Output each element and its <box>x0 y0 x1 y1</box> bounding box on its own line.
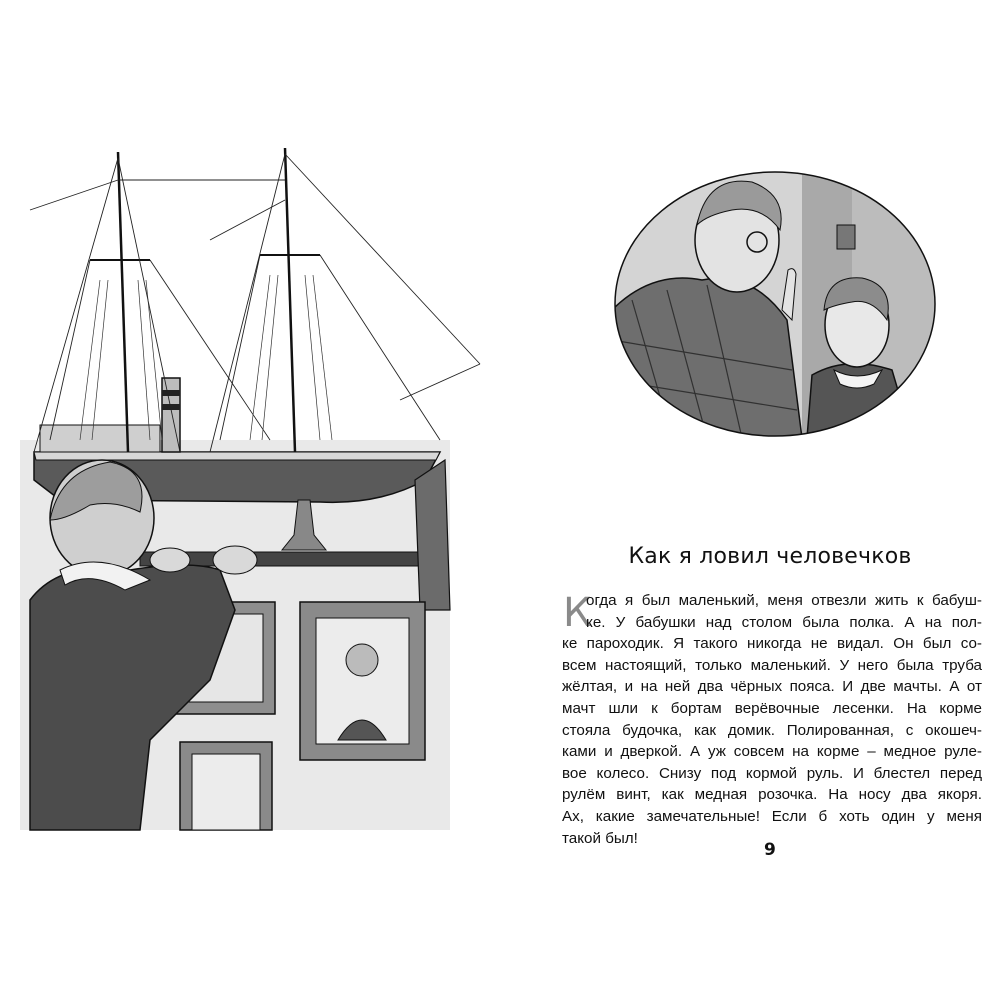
text-line: такой был! <box>562 829 638 847</box>
text-line: Ах, какие замечательные! Если б хоть один у меня <box>562 807 982 825</box>
grandmother-vignette <box>612 170 938 438</box>
svg-text:К: К <box>563 590 592 636</box>
text-line: стояла будочка, как домик. Полированная, с окошеч- <box>562 721 982 739</box>
text-line: рулём винт, как медная розочка. На носу два якоря. <box>562 786 982 804</box>
text-line: ке пароходик. Я такого никогда не видал. Он был со- <box>562 635 982 653</box>
text-line: жёлтая, и на ней два чёрных пояса. И две мачты. А от <box>562 678 982 696</box>
text-line: вое колесо. Снизу под кормой руль. И блестел перед <box>562 764 982 782</box>
text-line: ками и дверкой. А уж совсем на корме – медное руле- <box>562 743 982 761</box>
drop-cap-letter <box>562 590 592 636</box>
story-body <box>562 590 982 849</box>
picture-frame-small <box>180 742 272 830</box>
story-title: Как я ловил человечков <box>628 544 912 569</box>
text-line: всем настоящий, только маленький. У него была труба <box>562 656 982 674</box>
text-line: мачт шли к бортам верёвочные лесенки. На корме <box>562 699 982 717</box>
ship-shelf-illustration <box>20 140 480 830</box>
text-line: ке. У бабушки над столом была полка. А на пол- <box>586 613 982 631</box>
page-number: 9 <box>764 840 776 860</box>
picture-frame-captain <box>300 602 425 760</box>
text-line: огда я был маленький, меня отвезли жить к бабуш- <box>586 592 982 609</box>
